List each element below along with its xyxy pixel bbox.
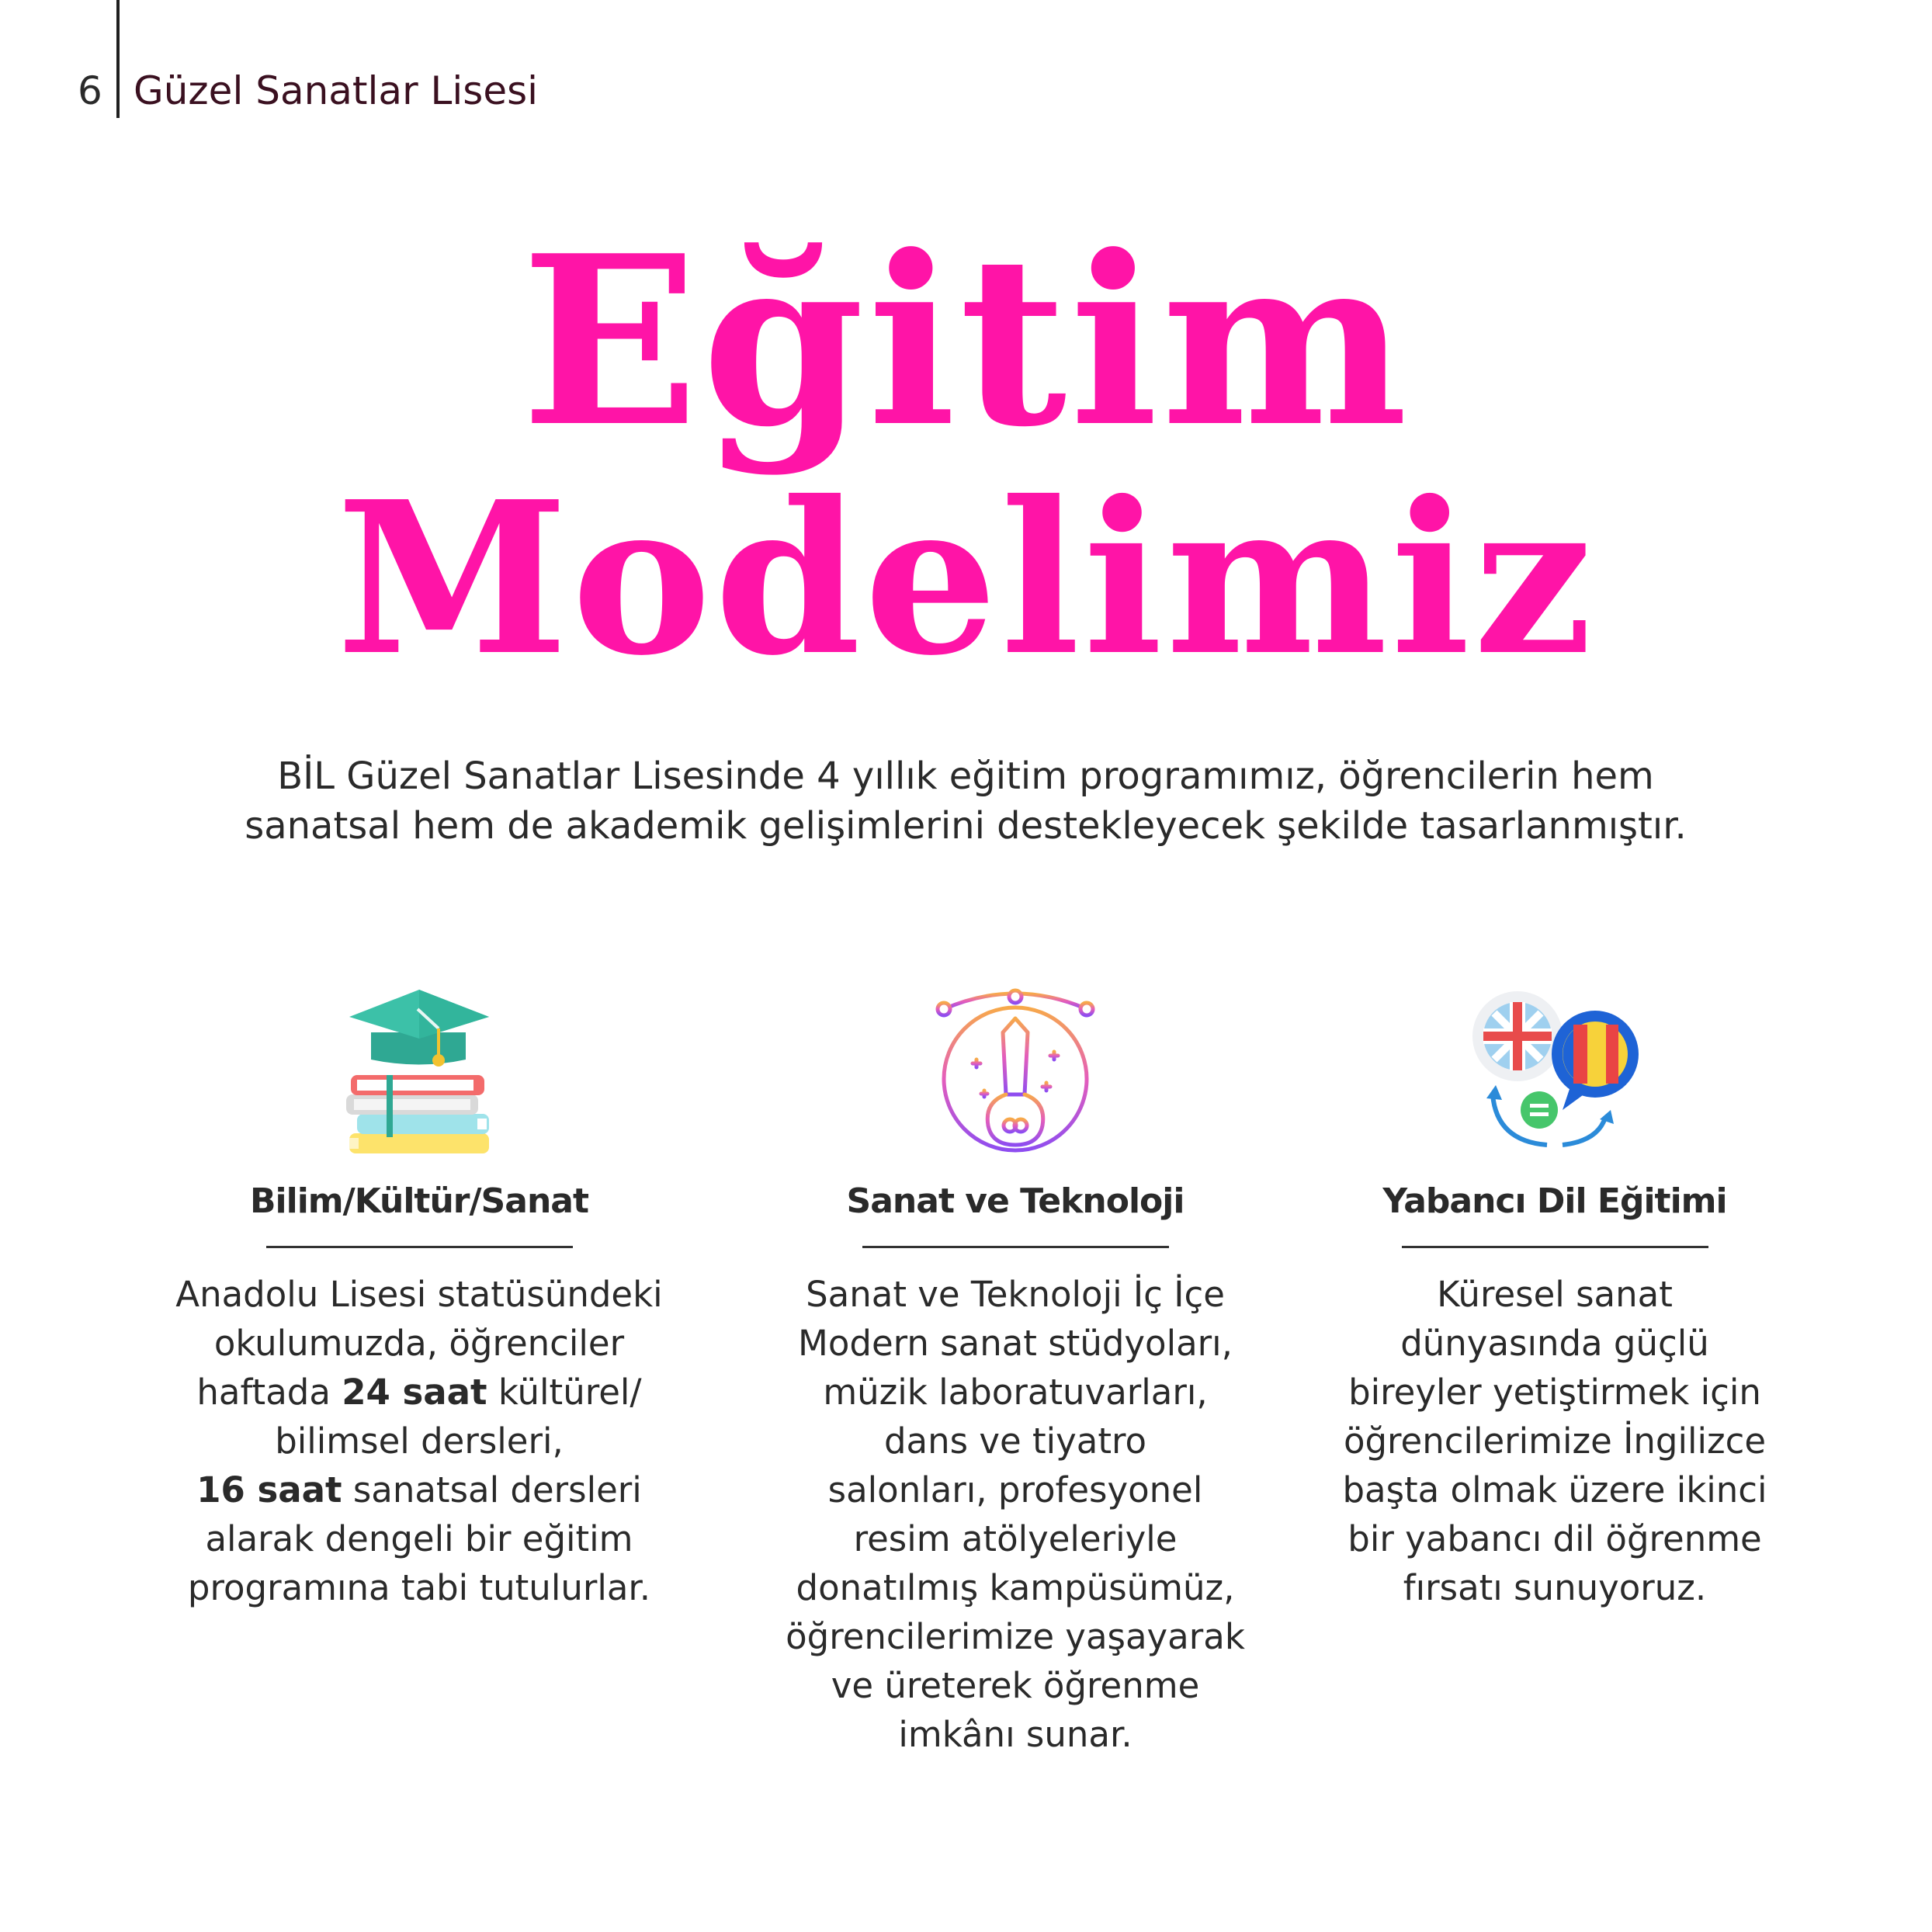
body-line: bireyler yetiştirmek için: [1348, 1372, 1761, 1413]
body-line: dans ve tiyatro: [883, 1420, 1147, 1462]
language-translation-icon: [1462, 986, 1648, 1164]
column-heading: Bilim/Kültür/Sanat: [250, 1181, 588, 1221]
column-body: [744, 1270, 1287, 1759]
body-line: dünyasında güçlü: [1400, 1323, 1709, 1364]
body-line: donatılmış kampüsümüz,: [796, 1567, 1235, 1608]
body-line: Sanat ve Teknoloji İç İçe: [806, 1274, 1225, 1315]
body-text: kültürel/: [487, 1372, 642, 1413]
body-line: müzik laboratuvarları,: [823, 1372, 1208, 1413]
body-line: öğrencilerimize İngilizce: [1343, 1420, 1767, 1462]
body-line: Anadolu Lisesi statüsündeki: [175, 1274, 663, 1315]
intro-line-1: BİL Güzel Sanatlar Lisesinde 4 yıllık eğitim programımız, öğrencilerin hem: [277, 754, 1654, 798]
body-line: imkânı sunar.: [898, 1714, 1132, 1755]
body-line: ve üreterek öğrenme: [831, 1665, 1200, 1706]
column-heading: Yabancı Dil Eğitimi: [1382, 1181, 1727, 1221]
body-line: bilimsel dersleri,: [275, 1420, 564, 1462]
column-divider: [266, 1246, 573, 1248]
page-number: 6: [78, 68, 102, 113]
column-divider: [862, 1246, 1169, 1248]
body-line: [147, 1368, 691, 1417]
column-heading: Sanat ve Teknoloji: [846, 1181, 1185, 1221]
body-line: salonları, profesyonel: [827, 1469, 1203, 1511]
header-title: Güzel Sanatlar Lisesi: [134, 68, 539, 113]
body-line: bir yabancı dil öğrenme: [1348, 1518, 1762, 1559]
body-line: Modern sanat stüdyoları,: [798, 1323, 1233, 1364]
feature-column-science-culture-art: [147, 986, 691, 1612]
column-divider: [1402, 1246, 1708, 1248]
body-line: [147, 1465, 691, 1514]
body-line: fırsatı sunuyoruz.: [1403, 1567, 1707, 1608]
body-line: Küresel sanat: [1437, 1274, 1673, 1315]
page-title-line-1: Eğitim: [521, 204, 1411, 478]
page-title-line-2: Modelimiz: [336, 455, 1596, 702]
header-divider: [116, 0, 120, 118]
intro-paragraph: [189, 751, 1742, 851]
column-body: [1283, 1270, 1826, 1612]
body-line: öğrencilerimize yaşayarak: [786, 1616, 1245, 1657]
feature-column-art-technology: [744, 986, 1287, 1759]
body-line: okulumuzda, öğrenciler: [213, 1323, 625, 1364]
design-pen-lightbulb-icon: [922, 986, 1108, 1164]
body-text: haftada: [196, 1372, 342, 1413]
feature-column-foreign-language: [1283, 986, 1826, 1612]
intro-line-2: sanatsal hem de akademik gelişimlerini destekleyecek şekilde tasarlanmıştır.: [245, 804, 1687, 848]
column-body: [147, 1270, 691, 1612]
body-emphasis: 24 saat: [342, 1372, 487, 1413]
body-emphasis: 16 saat: [196, 1469, 342, 1511]
body-text: sanatsal dersleri: [342, 1469, 642, 1511]
body-line: alarak dengeli bir eğitim: [205, 1518, 633, 1559]
body-line: başta olmak üzere ikinci: [1342, 1469, 1767, 1511]
books-graduation-cap-icon: [326, 986, 512, 1164]
body-line: resim atölyeleriyle: [853, 1518, 1178, 1559]
body-line: programına tabi tutulurlar.: [187, 1567, 651, 1608]
